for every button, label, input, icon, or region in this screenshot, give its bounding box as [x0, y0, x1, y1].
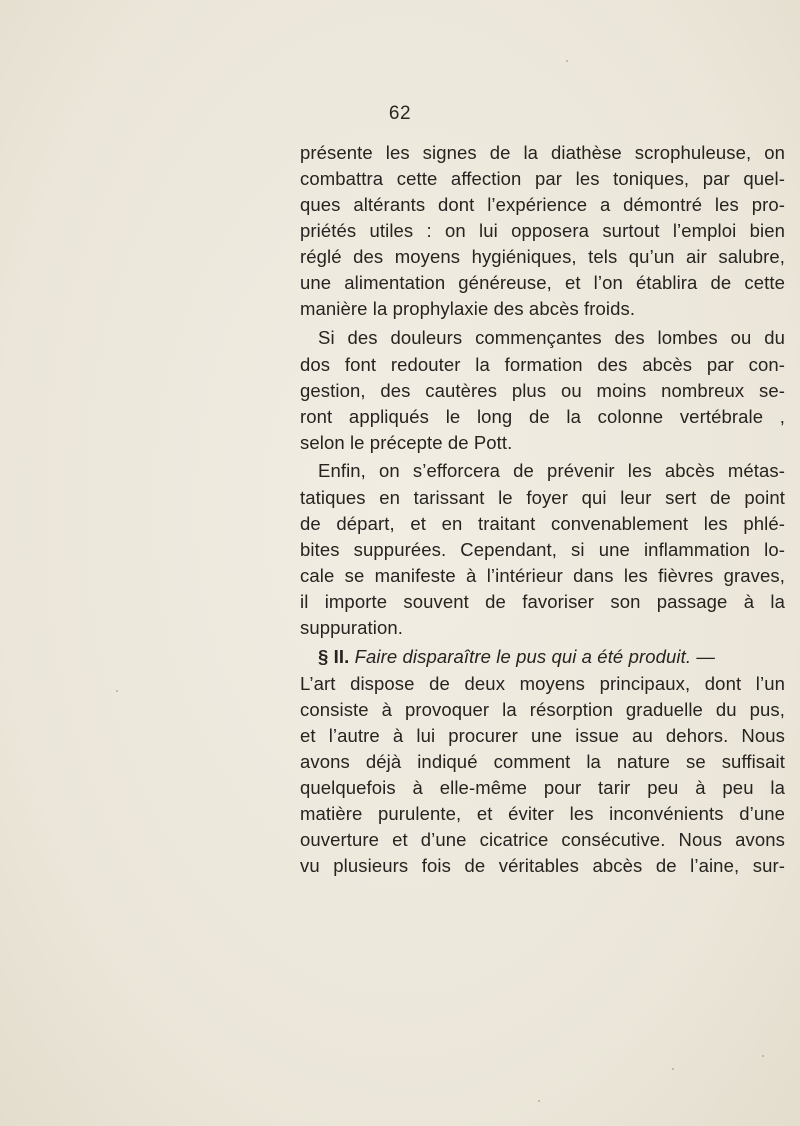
- paper-speck: [566, 60, 568, 62]
- paper-speck: [538, 1100, 540, 1102]
- text-line: matière purulente, et éviter les inconvénients d’une: [300, 803, 785, 824]
- text-line: gestion, des cautères plus ou moins nombreux se-: [300, 380, 785, 401]
- text-line: et l’autre à lui procurer une issue au dehors. Nous: [300, 725, 785, 746]
- section-heading: [318, 645, 715, 669]
- text-line: L’art dispose de deux moyens principaux, dont l’un: [300, 673, 785, 694]
- text-line: dos font redouter la formation des abcès par con-: [300, 354, 785, 375]
- section-title: Faire disparaître le pus qui a été produit.: [354, 646, 692, 667]
- text-line: ront appliqués le long de la colonne vertébrale ,: [300, 406, 785, 427]
- text-line: Enfin, on s’efforcera de prévenir les abcès métas-: [318, 460, 785, 481]
- text-line: présente les signes de la diathèse scrophuleuse, on: [300, 142, 785, 163]
- text-line: cale se manifeste à l’intérieur dans les fièvres graves,: [300, 565, 785, 586]
- text-line: avons déjà indiqué comment la nature se suffisait: [300, 751, 785, 772]
- text-line: de départ, et en traitant convenablement les phlé-: [300, 513, 785, 534]
- text-line: selon le précepte de Pott.: [300, 432, 513, 453]
- text-line: Si des douleurs commençantes des lombes ou du: [318, 327, 785, 348]
- text-line: priétés utiles : on lui opposera surtout l’emploi bien: [300, 220, 785, 241]
- section-number: § II.: [318, 646, 350, 667]
- paper-speck: [116, 690, 118, 692]
- text-line: manière la prophylaxie des abcès froids.: [300, 298, 636, 319]
- text-line: il importe souvent de favoriser son passage à la: [300, 591, 785, 612]
- paper-speck: [672, 1068, 674, 1070]
- text-line: consiste à provoquer la résorption graduelle du pus,: [300, 699, 785, 720]
- page-number: 62: [388, 103, 412, 124]
- text-line: ques altérants dont l’expérience a démontré les pro-: [300, 194, 785, 215]
- text-line: tatiques en tarissant le foyer qui leur sert de point: [300, 487, 785, 508]
- text-line: suppuration.: [300, 617, 404, 638]
- text-line: quelquefois à elle-même pour tarir peu à peu la: [300, 777, 785, 798]
- text-line: une alimentation généreuse, et l’on établira de cette: [300, 272, 785, 293]
- paper-speck: [762, 1055, 764, 1057]
- section-dash: —: [696, 646, 715, 667]
- text-line: bites suppurées. Cependant, si une inflammation lo-: [300, 539, 785, 560]
- text-line: réglé des moyens hygiéniques, tels qu’un air salubre,: [300, 246, 785, 267]
- text-line: vu plusieurs fois de véritables abcès de l’aine, sur-: [300, 855, 785, 876]
- text-line: combattra cette affection par les toniques, par quel-: [300, 168, 785, 189]
- text-line: ouverture et d’une cicatrice consécutive. Nous avons: [300, 829, 785, 850]
